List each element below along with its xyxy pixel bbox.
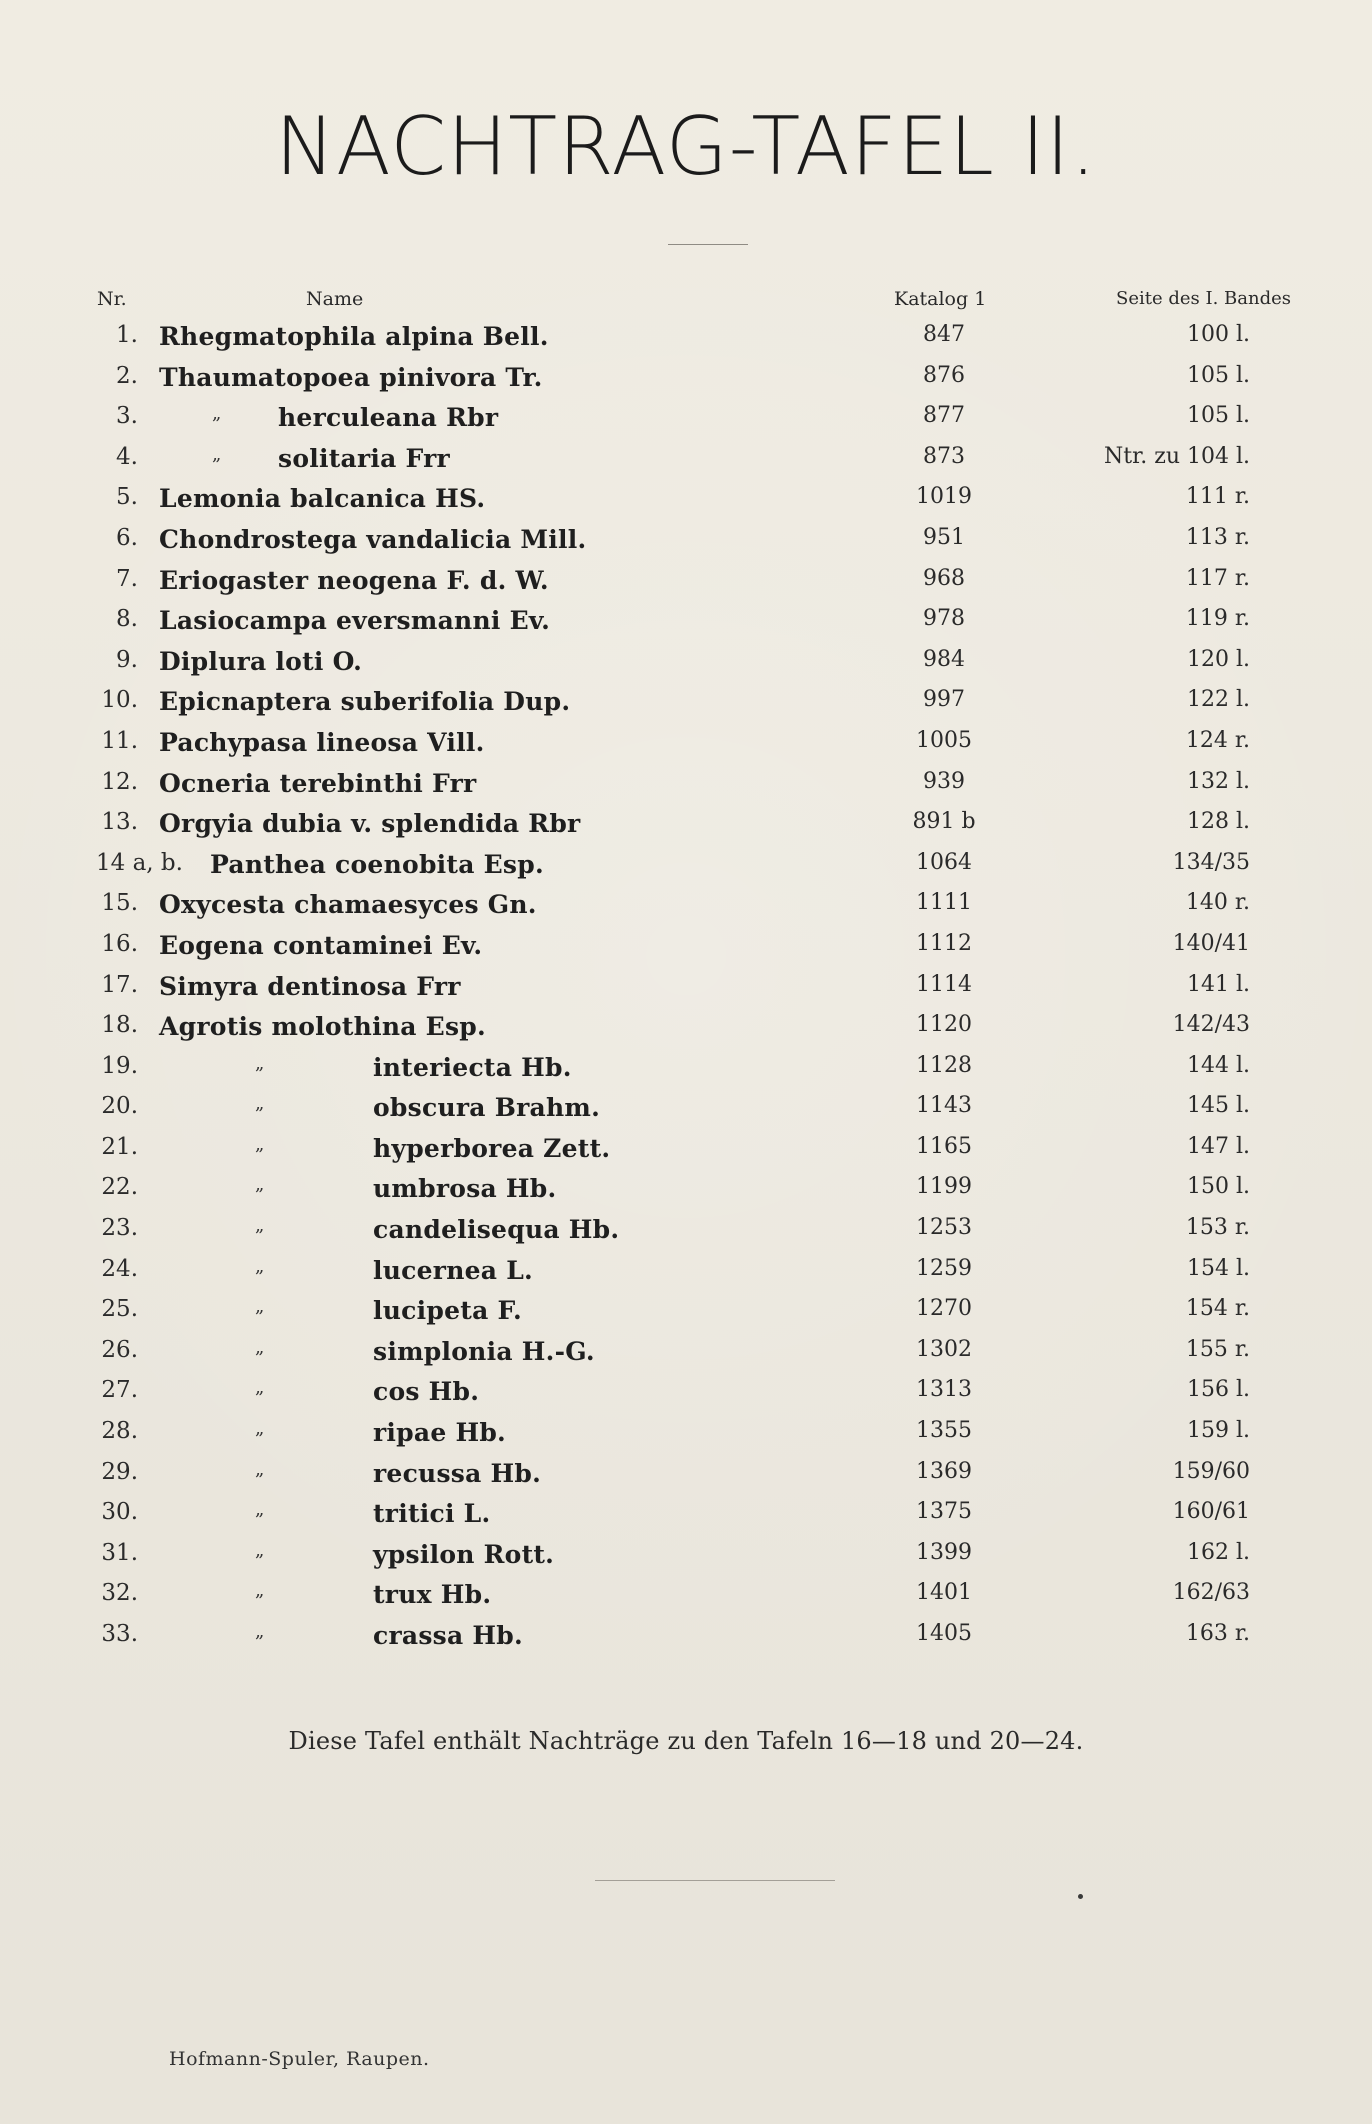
bottom-rule [595, 1880, 835, 1881]
species-name: lucipeta F. [373, 1296, 522, 1326]
row-number: 18. [101, 1012, 138, 1039]
catalog-number: 1369 [916, 1458, 972, 1484]
species-name: cos Hb. [373, 1377, 480, 1407]
row-number: 16. [101, 930, 138, 957]
ditto-mark: „ [255, 1580, 265, 1602]
table-row [0, 1089, 1372, 1130]
page-reference: 119 r. [1185, 606, 1250, 632]
catalog-number: 1270 [916, 1296, 972, 1322]
row-number: 15. [101, 890, 138, 917]
page-reference: 147 l. [1186, 1133, 1250, 1159]
table-row [0, 399, 1372, 440]
page-reference: 162/63 [1172, 1580, 1250, 1606]
row-number: 24. [101, 1255, 138, 1282]
row-number: 33. [101, 1621, 138, 1647]
species-name: simplonia H.-G. [373, 1336, 595, 1366]
table-row [0, 440, 1372, 481]
row-number: 32. [101, 1580, 138, 1607]
catalog-number: 978 [923, 606, 965, 632]
catalog-number: 876 [923, 362, 965, 388]
row-number: 1. [116, 322, 138, 348]
table-row [0, 1414, 1372, 1455]
catalog-number: 1302 [916, 1336, 972, 1362]
ditto-mark: „ [212, 403, 222, 425]
ditto-mark: „ [255, 1499, 265, 1521]
row-number: 2. [116, 362, 138, 389]
page-reference: 140/41 [1172, 930, 1250, 956]
row-number: 29. [101, 1458, 138, 1485]
page-reference: 163 r. [1185, 1621, 1250, 1646]
table-row [0, 1211, 1372, 1252]
page-reference: 156 l. [1186, 1377, 1250, 1403]
species-name: Eriogaster neogena F. d. W. [159, 565, 549, 595]
ditto-mark: „ [255, 1621, 265, 1642]
species-name: Epicnaptera suberifolia Dup. [159, 687, 571, 717]
row-number: 3. [116, 403, 138, 430]
species-name: Thaumatopoea pinivora Tr. [159, 362, 543, 392]
row-number: 11. [101, 727, 138, 754]
table-row [0, 1455, 1372, 1496]
species-name: obscura Brahm. [373, 1093, 601, 1123]
species-name: solitaria Frr [278, 443, 450, 473]
species-name: crassa Hb. [373, 1621, 523, 1650]
ditto-mark: „ [255, 1377, 265, 1399]
species-name: Pachypasa lineosa Vill. [159, 727, 485, 757]
table-row [0, 683, 1372, 724]
catalog-number: 1019 [916, 484, 972, 510]
catalog-number: 1401 [916, 1580, 972, 1606]
ditto-mark: „ [255, 1296, 265, 1318]
ditto-mark: „ [255, 1336, 265, 1358]
catalog-number: 891 b [912, 809, 976, 835]
row-number: 17. [101, 971, 138, 998]
ditto-mark: „ [255, 1458, 265, 1480]
ditto-mark: „ [255, 1215, 265, 1237]
catalog-number: 1355 [916, 1418, 972, 1444]
catalog-number: 1165 [916, 1133, 972, 1159]
table-row [0, 1292, 1372, 1333]
catalog-number: 984 [923, 646, 965, 672]
species-name: ripae Hb. [373, 1418, 507, 1448]
page-title: NACHTRAG-TAFEL II. [275, 100, 1097, 193]
species-name: lucernea L. [373, 1255, 533, 1285]
catalog-number: 1399 [916, 1539, 972, 1565]
catalog-number: 1259 [916, 1255, 972, 1281]
table-row [0, 521, 1372, 562]
table-row [0, 886, 1372, 927]
catalog-number: 877 [923, 403, 965, 429]
page-reference: 142/43 [1172, 1012, 1250, 1038]
publisher-footer: Hofmann-Spuler, Raupen. [169, 2048, 430, 2070]
ditto-mark: „ [255, 1418, 265, 1440]
catalog-number: 1143 [916, 1093, 972, 1119]
table-row [0, 1536, 1372, 1577]
catalog-number: 1405 [916, 1621, 972, 1646]
header-seite: Seite des I. Bandes [1116, 288, 1291, 309]
page-reference: 124 r. [1185, 727, 1250, 753]
row-number: 19. [101, 1052, 138, 1079]
ditto-mark: „ [255, 1133, 265, 1155]
row-number: 12. [101, 768, 138, 795]
page-reference: 155 r. [1185, 1336, 1250, 1362]
table-row [0, 1008, 1372, 1049]
row-number: 7. [116, 565, 138, 592]
page-reference: 117 r. [1185, 565, 1250, 591]
row-number: 28. [101, 1418, 138, 1445]
page-reference: 144 l. [1186, 1052, 1250, 1078]
row-number: 21. [101, 1133, 138, 1160]
table-row [0, 1170, 1372, 1211]
species-name: recussa Hb. [373, 1458, 542, 1488]
row-number: 30. [101, 1499, 138, 1526]
ditto-mark: „ [255, 1093, 265, 1115]
species-name: Ocneria terebinthi Frr [159, 768, 477, 798]
species-name: Lasiocampa eversmanni Ev. [159, 606, 551, 636]
species-name: interiecta Hb. [373, 1052, 572, 1082]
species-name: tritici L. [373, 1499, 491, 1529]
ditto-mark: „ [255, 1255, 265, 1277]
page-reference: 140 r. [1185, 890, 1250, 916]
table-row [0, 1049, 1372, 1090]
species-name: Orgyia dubia v. splendida Rbr [159, 809, 581, 839]
row-number: 9. [116, 646, 138, 673]
catalog-number: 1005 [916, 727, 972, 753]
page-reference: 120 l. [1186, 646, 1250, 672]
species-name: trux Hb. [373, 1580, 492, 1610]
page-reference: 113 r. [1185, 524, 1250, 550]
page-reference: 160/61 [1172, 1499, 1250, 1525]
table-row [0, 480, 1372, 521]
top-rule [668, 244, 748, 245]
species-name: Agrotis molothina Esp. [159, 1012, 486, 1042]
row-number: 20. [101, 1093, 138, 1120]
page-reference: 100 l. [1186, 322, 1250, 347]
catalog-number: 1375 [916, 1499, 972, 1525]
catalog-number: 1064 [916, 849, 972, 875]
species-name: Chondrostega vandalicia Mill. [159, 524, 587, 554]
catalog-number: 1199 [916, 1174, 972, 1200]
species-name: Rhegmatophila alpina Bell. [159, 322, 549, 351]
table-row [0, 1333, 1372, 1374]
table-row [0, 724, 1372, 765]
page-reference: 154 l. [1186, 1255, 1250, 1281]
row-number: 26. [101, 1336, 138, 1363]
ditto-mark: „ [255, 1539, 265, 1561]
row-number: 5. [116, 484, 138, 511]
page-reference: 105 l. [1186, 403, 1250, 429]
header-nr: Nr. [97, 288, 127, 310]
row-number: 27. [101, 1377, 138, 1404]
catalog-number: 939 [923, 768, 965, 794]
catalog-number: 951 [923, 524, 965, 550]
species-name: Panthea coenobita Esp. [210, 849, 544, 879]
species-name: Lemonia balcanica HS. [159, 484, 486, 514]
table-row [0, 359, 1372, 400]
page-reference: 162 l. [1186, 1539, 1250, 1565]
table-row [0, 1252, 1372, 1293]
table-row [0, 1495, 1372, 1536]
header-name: Name [306, 288, 364, 310]
table-row [0, 805, 1372, 846]
species-table [0, 318, 1372, 1658]
page-reference: 159 l. [1186, 1418, 1250, 1444]
page-reference: 159/60 [1172, 1458, 1250, 1484]
ditto-mark: „ [255, 1174, 265, 1196]
species-name: Diplura loti O. [159, 646, 363, 676]
catalog-number: 1112 [916, 930, 972, 956]
species-name: candelisequa Hb. [373, 1215, 620, 1245]
species-name: ypsilon Rott. [373, 1539, 555, 1569]
row-number: 13. [101, 809, 138, 836]
row-number: 6. [116, 524, 138, 551]
table-row [0, 318, 1372, 359]
page-reference: 105 l. [1186, 362, 1250, 388]
plate-note: Diese Tafel enthält Nachträge zu den Tafeln 16—18 und 20—24. [288, 1727, 1084, 1755]
catalog-number: 1128 [916, 1052, 972, 1078]
ditto-mark: „ [212, 443, 222, 465]
species-name: Oxycesta chamaesyces Gn. [159, 890, 537, 920]
catalog-number: 968 [923, 565, 965, 591]
table-row [0, 1617, 1372, 1658]
page-reference: 141 l. [1186, 971, 1250, 997]
catalog-number: 873 [923, 443, 965, 469]
row-number: 31. [101, 1539, 138, 1566]
species-name: herculeana Rbr [278, 403, 499, 433]
row-number: 23. [101, 1215, 138, 1242]
table-row [0, 602, 1372, 643]
page-reference: 153 r. [1185, 1215, 1250, 1241]
page-reference: 154 r. [1185, 1296, 1250, 1322]
row-number: 8. [116, 606, 138, 633]
ditto-mark: „ [255, 1052, 265, 1074]
row-number: 22. [101, 1174, 138, 1201]
catalog-number: 997 [923, 687, 965, 713]
table-row [0, 927, 1372, 968]
page-reference: Ntr. zu 104 l. [1104, 443, 1250, 469]
table-row [0, 562, 1372, 603]
species-name: Simyra dentinosa Frr [159, 971, 461, 1001]
table-row [0, 1373, 1372, 1414]
table-row [0, 968, 1372, 1009]
species-name: umbrosa Hb. [373, 1174, 557, 1204]
catalog-number: 1253 [916, 1215, 972, 1241]
print-dot [1078, 1894, 1083, 1899]
table-row [0, 765, 1372, 806]
catalog-number: 1114 [916, 971, 972, 997]
table-row [0, 643, 1372, 684]
row-number: 4. [116, 443, 138, 470]
page-reference: 122 l. [1186, 687, 1250, 713]
page-reference: 134/35 [1172, 849, 1250, 875]
page-reference: 132 l. [1186, 768, 1250, 794]
catalog-number: 1111 [916, 890, 972, 916]
row-number: 10. [101, 687, 138, 714]
page-reference: 145 l. [1186, 1093, 1250, 1119]
row-number: 14 a, b. [96, 849, 183, 876]
table-row [0, 846, 1372, 887]
species-name: Eogena contaminei Ev. [159, 930, 483, 960]
species-name: hyperborea Zett. [373, 1133, 611, 1163]
catalog-number: 847 [923, 322, 965, 347]
page-reference: 128 l. [1186, 809, 1250, 835]
row-number: 25. [101, 1296, 138, 1323]
page-reference: 150 l. [1186, 1174, 1250, 1200]
table-row [0, 1576, 1372, 1617]
table-row [0, 1130, 1372, 1171]
catalog-number: 1313 [916, 1377, 972, 1403]
catalog-number: 1120 [916, 1012, 972, 1038]
page-reference: 111 r. [1185, 484, 1250, 510]
header-katalog: Katalog 1 [894, 288, 987, 310]
